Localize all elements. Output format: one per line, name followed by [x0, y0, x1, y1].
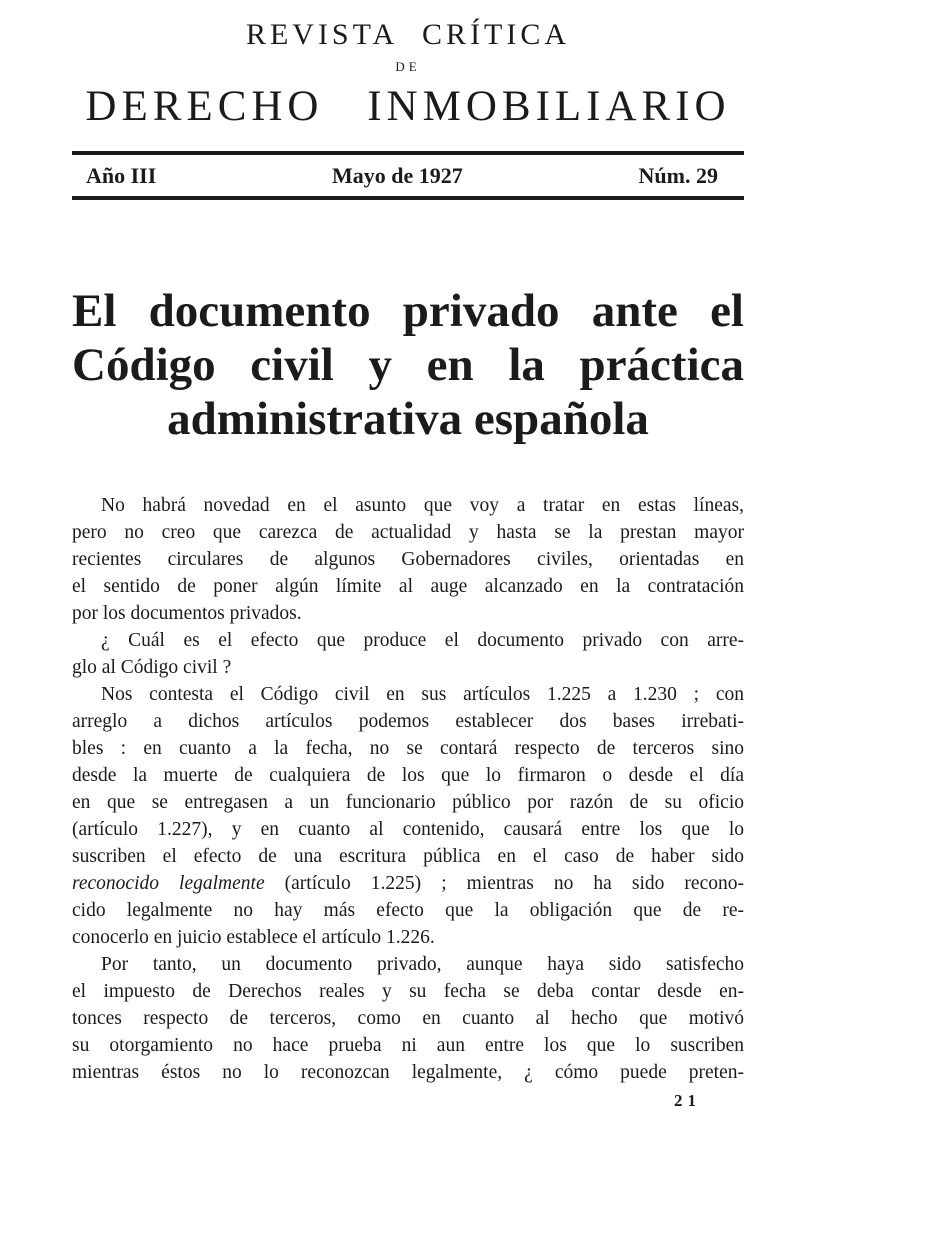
page-number: 21	[674, 1091, 701, 1110]
body-line: el impuesto de Derechos reales y su fecha se deba contar desde en-	[72, 981, 744, 1002]
body-line: desde la muerte de cualquiera de los que lo firmaron o desde el día	[72, 765, 744, 786]
issue-date-label: Mayo de 1927	[332, 163, 463, 188]
body-line: pero no creo que carezca de actualidad y hasta se la prestan mayor	[72, 522, 744, 543]
body-line: por los documentos privados.	[72, 603, 302, 624]
article-title	[72, 284, 744, 446]
body-line: No habrá novedad en el asunto que voy a tratar en estas líneas,	[101, 495, 744, 516]
masthead	[72, 18, 744, 200]
body-text-segment: (artículo 1.225) ; mientras no ha sido recono-	[264, 873, 744, 894]
article-title-line-3: administrativa española	[167, 393, 649, 445]
body-line: cido legalmente no hay más efecto que la obligación que de re-	[72, 900, 744, 921]
body-line	[72, 870, 744, 897]
issue-year-label: Año III	[86, 163, 157, 188]
journal-title-line2: DERECHO INMOBILIARIO	[85, 83, 731, 130]
body-line: el sentido de poner algún límite al auge alcanzado en la contratación	[72, 576, 744, 597]
body-line: bles : en cuanto a la fecha, no se contará respecto de terceros sino	[72, 738, 744, 759]
body-line: Nos contesta el Código civil en sus artículos 1.225 a 1.230 ; con	[101, 684, 744, 705]
issue-info-row	[72, 161, 744, 191]
article-title-line-2: Código civil y en la práctica	[72, 339, 744, 391]
body-line: suscriben el efecto de una escritura pública en el caso de haber sido	[72, 846, 744, 867]
article-body	[72, 492, 744, 1086]
body-line: en que se entregasen a un funcionario público por razón de su oficio	[72, 792, 744, 813]
body-line: tonces respecto de terceros, como en cuanto al hecho que motivó	[72, 1008, 744, 1029]
body-line: glo al Código civil ?	[72, 657, 232, 678]
body-line: ¿ Cuál es el efecto que produce el documento privado con arre-	[101, 630, 744, 651]
masthead-rule-bottom	[72, 196, 744, 200]
page-footer	[72, 1092, 744, 1111]
body-line: arreglo a dichos artículos podemos establecer dos bases irrebati-	[72, 711, 744, 732]
body-line: conocerlo en juicio establece el artículo 1.226.	[72, 927, 435, 948]
journal-title-connector: DE	[395, 59, 421, 74]
issue-number-label: Núm. 29	[638, 163, 718, 188]
masthead-rule-top	[72, 151, 744, 155]
body-line: (artículo 1.227), y en cuanto al contenido, causará entre los que lo	[72, 819, 744, 840]
body-line: recientes circulares de algunos Gobernadores civiles, orientadas en	[72, 549, 744, 570]
body-line: su otorgamiento no hace prueba ni aun entre los que lo suscriben	[72, 1035, 744, 1056]
body-line: Por tanto, un documento privado, aunque haya sido satisfecho	[101, 954, 744, 975]
journal-title-line1: REVISTA CRÍTICA	[245, 18, 571, 51]
body-line: mientras éstos no lo reconozcan legalmente, ¿ cómo puede preten-	[72, 1062, 744, 1083]
article-title-line-1: El documento privado ante el	[72, 285, 744, 337]
body-italic-segment: reconocido legalmente	[72, 873, 265, 894]
